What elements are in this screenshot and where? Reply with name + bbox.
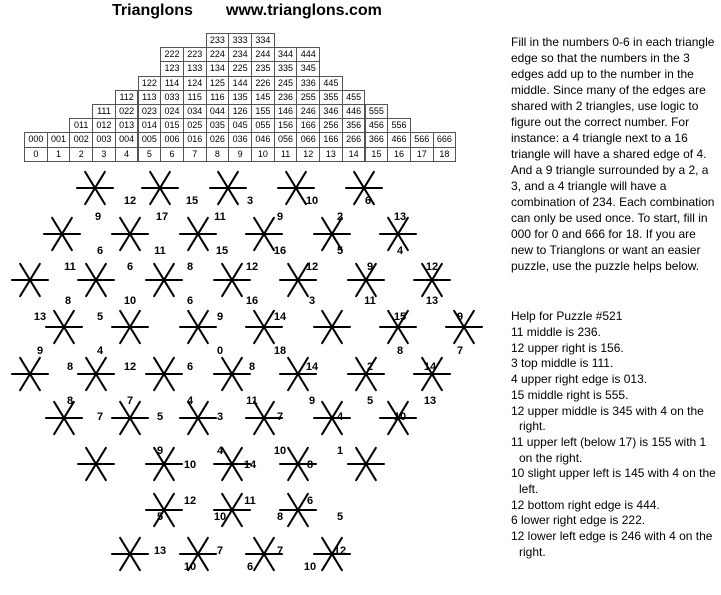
middle-number: 6 [306,495,314,507]
help-item: 12 upper middle is 345 with 4 on the right. [511,403,704,434]
table-cell: 033 [160,90,184,105]
middle-number: 9 [216,311,224,323]
table-cell: 256 [319,118,343,133]
table-cell: 336 [296,76,320,91]
table-cell: 466 [387,132,411,147]
table-cell: 334 [251,33,275,48]
middle-number: 14 [243,459,257,471]
middle-number: 13 [153,545,167,557]
table-cell: 355 [319,90,343,105]
middle-number: 3 [246,195,254,207]
table-cell: 045 [228,118,252,133]
table-cell: 036 [228,132,252,147]
middle-number: 16 [245,295,259,307]
middle-number: 9 [276,211,284,223]
middle-number: 9 [156,445,164,457]
middle-number: 12 [305,261,319,273]
middle-number: 4 [96,345,104,357]
middle-number: 18 [273,345,287,357]
table-cell: 144 [228,76,252,91]
middle-number: 8 [64,295,72,307]
middle-number: 8 [396,345,404,357]
middle-number: 5 [336,245,344,257]
middle-number: 10 [183,459,197,471]
table-cell: 225 [228,61,252,76]
middle-number: 14 [305,361,319,373]
table-cell: 13 [319,147,343,162]
middle-number: 3 [216,411,224,423]
table-cell: 8 [206,147,230,162]
table-cell: 066 [296,132,320,147]
table-cell: 126 [228,104,252,119]
table-cell: 166 [296,118,320,133]
middle-number: 7 [126,395,134,407]
table-cell: 3 [92,147,116,162]
table-cell: 024 [160,104,184,119]
middle-number: 16 [273,245,287,257]
table-cell: 235 [251,61,275,76]
help-item: 10 slight upper left is 145 with 4 on the left. [511,466,716,497]
table-cell: 17 [410,147,434,162]
help-item: 15 middle right is 555. [511,387,629,402]
middle-number: 8 [186,261,194,273]
table-cell: 134 [206,61,230,76]
table-cell: 000 [24,132,48,147]
table-cell: 444 [296,47,320,62]
middle-number: 13 [33,311,47,323]
table-cell: 10 [251,147,275,162]
table-cell: 002 [69,132,93,147]
middle-number: 10 [393,411,407,423]
table-cell: 4 [115,147,139,162]
middle-number: 10 [305,195,319,207]
table-cell: 025 [183,118,207,133]
middle-number: 7 [276,411,284,423]
table-cell: 012 [92,118,116,133]
middle-number: 12 [425,261,439,273]
help-item: 11 upper left (below 17) is 155 with 1 on the right. [511,434,707,465]
table-cell: 156 [274,118,298,133]
middle-number: 11 [246,395,258,407]
middle-number: 8 [306,459,314,471]
table-cell: 023 [138,104,162,119]
table-cell: 146 [274,104,298,119]
table-cell: 18 [433,147,457,162]
middle-number: 7 [456,345,464,357]
table-cell: 011 [69,118,93,133]
middle-number: 10 [213,511,227,523]
table-cell: 666 [433,132,457,147]
table-cell: 455 [342,90,366,105]
middle-number: 15 [393,311,407,323]
middle-number: 9 [366,261,374,273]
middle-number: 11 [364,295,376,307]
table-cell: 456 [365,118,389,133]
table-cell: 9 [228,147,252,162]
middle-number: 4 [396,245,404,257]
help-title: Help for Puzzle #521 [511,309,623,323]
table-cell: 013 [115,118,139,133]
middle-number: 15 [185,195,199,207]
table-cell: 113 [138,90,162,105]
table-cell: 346 [319,104,343,119]
header [112,2,412,24]
help-item: 12 lower left edge is 246 with 4 on the right. [511,529,713,559]
table-cell: 266 [342,132,366,147]
table-cell: 14 [342,147,366,162]
table-cell: 356 [342,118,366,133]
middle-number: 2 [366,361,374,373]
help-item: 11 middle is 236. [511,325,601,339]
table-cell: 226 [251,76,275,91]
middle-number: 8 [66,395,74,407]
table-cell: 16 [387,147,411,162]
table-cell: 122 [138,76,162,91]
table-cell: 556 [387,118,411,133]
middle-number: 7 [96,411,104,423]
middle-number: 6 [186,361,194,373]
middle-number: 10 [303,561,317,573]
table-cell: 233 [206,33,230,48]
table-cell: 15 [365,147,389,162]
table-cell: 11 [274,147,298,162]
table-cell: 255 [296,90,320,105]
table-cell: 006 [160,132,184,147]
middle-number: 12 [123,361,137,373]
help-item: 12 bottom right edge is 444. [511,497,660,512]
middle-number: 10 [183,561,197,573]
instructions-text: Fill in the numbers 0-6 in each triangle edge so that the numbers in the 3 edges add up to the number in the middle. Since many of the edges are shared with 2 triangles, use logic to figure out the correct number. For instance: a 4 triangle next to a 16 triangle will have a shared edge of 4. And a 9 triangle surrounded by a 2, a 3, and a 4 triangle will have a combination of 234. Each combination can only be used once. To start, fill in 000 for 0 and 666 for 18. If you are new to Trianglons or want an easier puzzle, use the puzzle helps below. [511,35,715,273]
table-cell: 1 [47,147,71,162]
middle-number: 6 [96,245,104,257]
table-cell: 112 [115,90,139,105]
middle-number: 8 [276,511,284,523]
middle-number: 5 [366,395,374,407]
middle-number: 11 [244,495,256,507]
middle-number: 4 [216,445,224,457]
table-cell: 125 [206,76,230,91]
table-cell: 566 [410,132,434,147]
table-cell: 0 [24,147,48,162]
table-cell: 446 [342,104,366,119]
table-cell: 333 [228,33,252,48]
table-cell: 026 [206,132,230,147]
help-item: 3 top middle is 111. [511,356,614,371]
middle-number: 7 [276,545,284,557]
middle-number: 5 [336,511,344,523]
middle-number: 6 [246,561,254,573]
table-cell: 056 [274,132,298,147]
middle-number: 6 [126,261,134,273]
middle-number: 12 [183,495,197,507]
middle-number: 5 [96,311,104,323]
table-cell: 244 [251,47,275,62]
table-cell: 445 [319,76,343,91]
table-cell: 133 [183,61,207,76]
middle-number: 6 [186,295,194,307]
table-cell: 035 [206,118,230,133]
middle-number: 13 [393,211,407,223]
table-cell: 345 [296,61,320,76]
table-cell: 366 [365,132,389,147]
middle-number: 7 [216,545,224,557]
table-cell: 004 [115,132,139,147]
middle-number: 15 [215,245,229,257]
instructions [511,34,721,274]
middle-number: 3 [308,295,316,307]
table-cell: 245 [274,76,298,91]
middle-number: 6 [364,195,372,207]
middle-number: 14 [273,311,287,323]
table-cell: 111 [92,104,116,119]
middle-number: 10 [123,295,137,307]
middle-number: 4 [186,395,194,407]
table-cell: 014 [138,118,162,133]
table-cell: 166 [319,132,343,147]
middle-number: 14 [423,361,437,373]
middle-number: 12 [245,261,259,273]
middle-number: 11 [154,245,166,257]
table-cell: 005 [138,132,162,147]
site-url: www.trianglons.com [226,2,382,19]
middle-number: 12 [333,545,347,557]
middle-number: 9 [308,395,316,407]
help-item: 4 upper right edge is 013. [511,372,648,387]
table-cell: 001 [47,132,71,147]
table-cell: 223 [183,47,207,62]
middle-number: 8 [248,361,256,373]
puzzle-board [0,170,510,595]
middle-number: 4 [336,411,344,423]
table-cell: 145 [251,90,275,105]
table-cell: 034 [183,104,207,119]
middle-number: 1 [336,445,344,457]
table-cell: 7 [183,147,207,162]
middle-number: 2 [336,211,344,223]
table-cell: 003 [92,132,116,147]
table-cell: 116 [206,90,230,105]
table-cell: 135 [228,90,252,105]
middle-number: 12 [123,195,137,207]
middle-number: 17 [155,211,169,223]
middle-number: 10 [273,445,287,457]
middle-number: 13 [425,295,439,307]
middle-number: 9 [94,211,102,223]
table-cell: 124 [183,76,207,91]
table-cell: 016 [183,132,207,147]
table-cell: 224 [206,47,230,62]
table-cell: 114 [160,76,184,91]
table-cell: 123 [160,61,184,76]
help-item: 6 lower right edge is 222. [511,513,646,528]
table-cell: 5 [138,147,162,162]
middle-number: 0 [216,345,224,357]
middle-number: 9 [36,345,44,357]
help-list [511,325,721,561]
table-cell: 046 [251,132,275,147]
help-item: 12 upper right is 156. [511,340,624,355]
middle-number: 11 [214,211,226,223]
middle-number: 13 [423,395,437,407]
table-cell: 222 [160,47,184,62]
table-cell: 234 [228,47,252,62]
table-cell: 12 [296,147,320,162]
table-cell: 555 [365,104,389,119]
table-cell: 044 [206,104,230,119]
table-cell: 2 [69,147,93,162]
middle-number: 5 [156,511,164,523]
page-title: Trianglons [112,2,193,19]
middle-number: 9 [456,311,464,323]
table-cell: 344 [274,47,298,62]
table-cell: 236 [274,90,298,105]
table-cell: 022 [115,104,139,119]
board-lines [12,172,482,570]
middle-number: 5 [156,411,164,423]
middle-number: 8 [66,361,74,373]
middle-number: 11 [64,261,76,273]
table-cell: 246 [296,104,320,119]
table-cell: 015 [160,118,184,133]
table-cell: 335 [274,61,298,76]
middle-numbers [34,195,463,573]
table-cell: 115 [183,90,207,105]
table-cell: 155 [251,104,275,119]
table-cell: 6 [160,147,184,162]
table-cell: 055 [251,118,275,133]
